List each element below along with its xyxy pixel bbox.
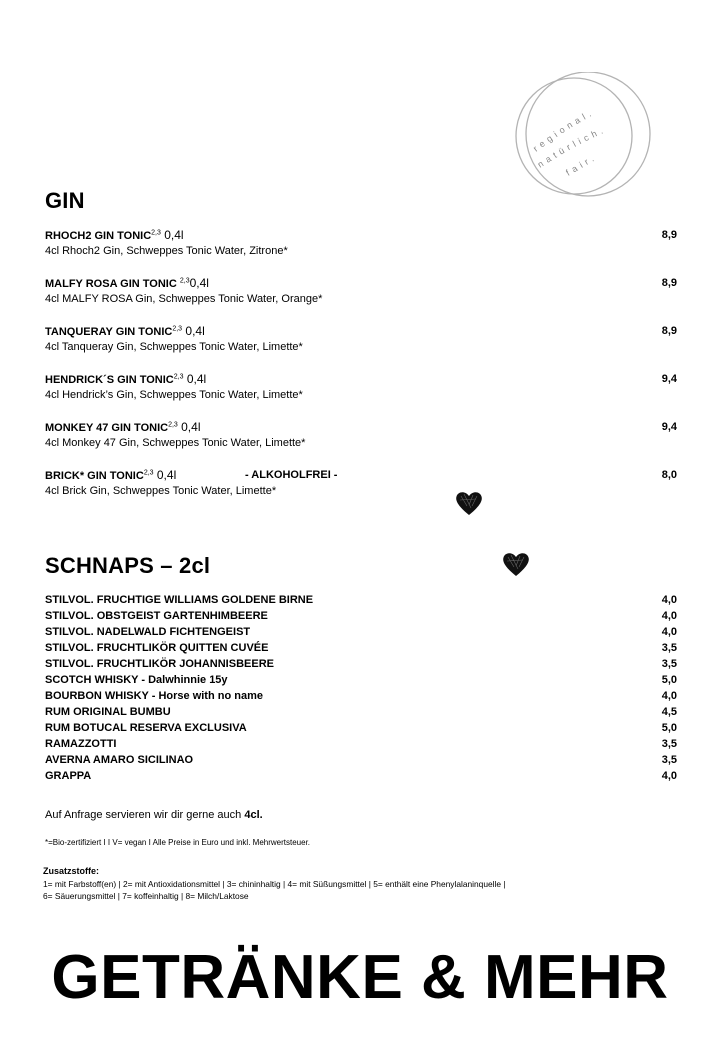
gin-item-additives: 2,3 — [172, 325, 183, 333]
schnaps-item-name: STILVOL. OBSTGEIST GARTENHIMBEERE — [45, 610, 268, 622]
schnaps-item-price: 4,5 — [661, 706, 677, 718]
request-note — [45, 809, 263, 821]
gin-item-description: 4cl Brick Gin, Schweppes Tonic Water, Limette* — [45, 485, 277, 497]
gin-item-volume: 0,4l — [183, 372, 207, 386]
gin-item-price: 9,4 — [661, 373, 677, 385]
gin-item-description: 4cl Tanqueray Gin, Schweppes Tonic Water, Limette* — [45, 341, 303, 353]
request-bold: 4cl. — [244, 809, 263, 821]
page-title: GETRÄNKE & MEHR — [51, 943, 669, 1012]
schnaps-item-price: 4,0 — [661, 626, 677, 638]
gin-item-description: 4cl MALFY ROSA Gin, Schweppes Tonic Water, Orange* — [45, 293, 323, 305]
schnaps-list — [45, 592, 677, 784]
additives-line-2: 6= Säuerungsmittel | 7= koffeinhaltig | 8= Milch/Laktose — [43, 891, 249, 901]
gin-section-title: GIN — [45, 188, 85, 213]
gin-item-description: 4cl Rhoch2 Gin, Schweppes Tonic Water, Zitrone* — [45, 245, 288, 257]
schnaps-item-name: AVERNA AMARO SICILINAO — [45, 754, 194, 766]
gin-item — [45, 371, 677, 419]
gin-item — [45, 419, 677, 467]
gin-item-name: MONKEY 47 GIN TONIC — [45, 422, 169, 434]
gin-item-price: 9,4 — [661, 421, 677, 433]
gin-item-name: MALFY ROSA GIN TONIC — [45, 278, 180, 290]
gin-item-name: RHOCH2 GIN TONIC — [45, 230, 152, 242]
gin-item-note: - ALKOHOLFREI - — [245, 469, 338, 481]
gin-item-price: 8,0 — [661, 469, 677, 481]
schnaps-item-price: 3,5 — [661, 642, 677, 654]
svg-text:fair. — [564, 152, 599, 178]
regional-logo — [508, 72, 654, 198]
list-item — [45, 736, 677, 752]
schnaps-item-name: RUM BOTUCAL RESERVA EXCLUSIVA — [45, 722, 247, 734]
schnaps-item-name: RUM ORIGINAL BUMBU — [45, 706, 171, 718]
schnaps-item-name: STILVOL. NADELWALD FICHTENGEIST — [45, 626, 251, 638]
gin-item — [45, 227, 677, 275]
gin-item-volume: 0,4l — [182, 324, 205, 338]
gin-item-name: BRICK* GIN TONIC — [45, 470, 144, 482]
gin-item-description: 4cl Hendrick’s Gin, Schweppes Tonic Water, Limette* — [45, 389, 303, 401]
gin-item-name: HENDRICK´S GIN TONIC — [45, 374, 174, 386]
schnaps-item-price: 5,0 — [661, 674, 677, 686]
list-item — [45, 656, 677, 672]
schnaps-item-price: 4,0 — [661, 690, 677, 702]
schnaps-item-price: 5,0 — [661, 722, 677, 734]
gin-item-volume: 0,4l — [189, 276, 209, 290]
list-item — [45, 752, 677, 768]
schnaps-item-price: 3,5 — [661, 738, 677, 750]
gin-item-volume: 0,4l — [177, 420, 201, 434]
schnaps-item-price: 4,0 — [661, 770, 677, 782]
gin-item-description: 4cl Monkey 47 Gin, Schweppes Tonic Water, Limette* — [45, 437, 306, 449]
gin-item — [45, 275, 677, 323]
heart-icon — [455, 490, 483, 516]
schnaps-item-name: STILVOL. FRUCHTIGE WILLIAMS GOLDENE BIRNE — [45, 594, 314, 606]
additives-line-1: 1= mit Farbstoff(en) | 2= mit Antioxidationsmittel | 3= chininhaltig | 4= mit Süßungsmittel | 5= enthält eine Phenylalaninquelle | — [43, 879, 506, 889]
gin-item-additives: 2,3 — [143, 469, 154, 477]
gin-item-price: 8,9 — [661, 277, 677, 289]
gin-item-additives: 2,3 — [151, 229, 161, 237]
additives-title: Zusatzstoffe: — [43, 866, 99, 876]
schnaps-item-price: 3,5 — [661, 658, 677, 670]
list-item — [45, 640, 677, 656]
gin-item-price: 8,9 — [661, 229, 677, 241]
list-item — [45, 608, 677, 624]
gin-item-additives: 2,3 — [168, 421, 178, 429]
schnaps-item-price: 3,5 — [661, 754, 677, 766]
list-item — [45, 720, 677, 736]
logo-line1: regional. — [531, 106, 597, 154]
logo-line3: fair. — [564, 151, 599, 178]
gin-list — [45, 227, 677, 515]
svg-text:natürlich. — [536, 124, 608, 170]
list-item — [45, 592, 677, 608]
schnaps-item-name: STILVOL. FRUCHTLIKÖR QUITTEN CUVÉE — [45, 642, 269, 654]
gin-item-volume: 0,4l — [160, 228, 184, 242]
gin-item-name: TANQUERAY GIN TONIC — [45, 326, 173, 338]
heart-icon — [502, 551, 530, 577]
schnaps-item-name: STILVOL. FRUCHTLIKÖR JOHANNISBEERE — [45, 658, 274, 670]
list-item — [45, 688, 677, 704]
gin-item-volume: 0,4l — [153, 468, 177, 482]
schnaps-item-name: SCOTCH WHISKY - Dalwhinnie 15y — [45, 674, 228, 686]
schnaps-section-title: SCHNAPS – 2cl — [45, 553, 211, 578]
gin-item-price: 8,9 — [661, 325, 677, 337]
schnaps-item-name: GRAPPA — [45, 770, 92, 782]
list-item — [45, 672, 677, 688]
schnaps-item-name: BOURBON WHISKY - Horse with no name — [45, 690, 263, 702]
gin-item — [45, 323, 677, 371]
list-item — [45, 624, 677, 640]
logo-line2: natürlich. — [535, 124, 608, 170]
gin-item — [45, 467, 677, 515]
schnaps-item-price: 4,0 — [661, 610, 677, 622]
schnaps-item-name: RAMAZZOTTI — [45, 738, 117, 750]
list-item — [45, 768, 677, 784]
list-item — [45, 704, 677, 720]
gin-item-additives: 2,3 — [179, 277, 190, 285]
request-text: Auf Anfrage servieren wir dir gerne auch — [45, 809, 245, 821]
footnote: *=Bio-zertifiziert I I V= vegan I Alle Preise in Euro und inkl. Mehrwertsteuer. — [45, 838, 311, 847]
gin-item-additives: 2,3 — [173, 373, 184, 381]
schnaps-item-price: 4,0 — [661, 594, 677, 606]
